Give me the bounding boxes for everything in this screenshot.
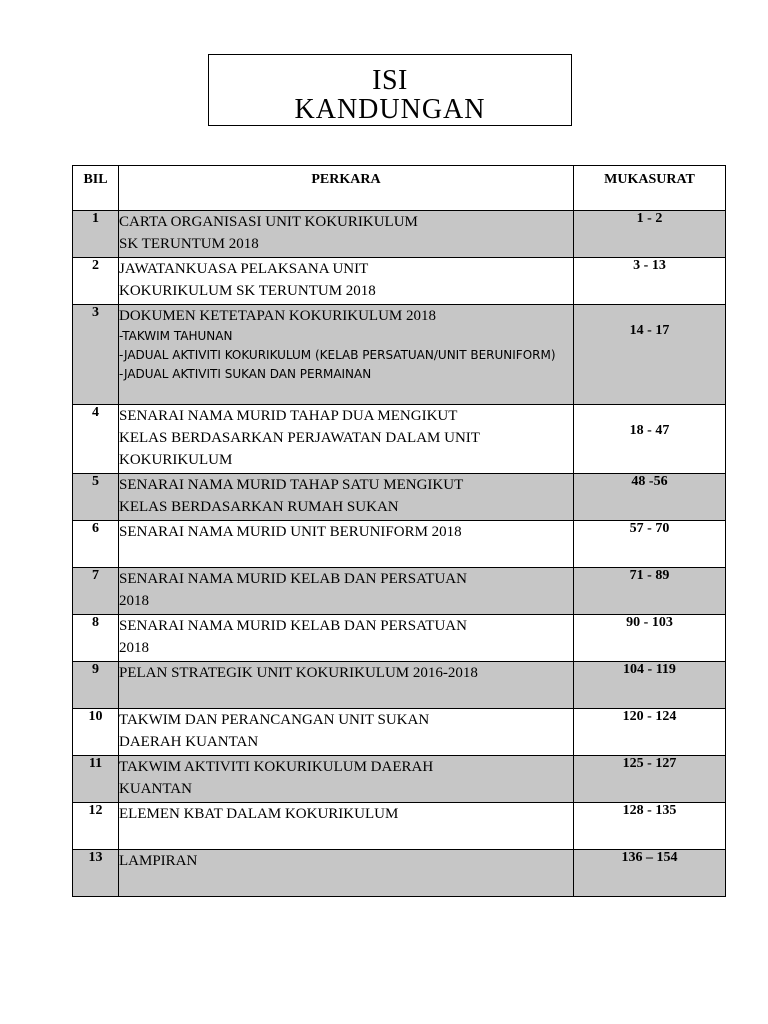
row-mukasurat: 14 - 17 bbox=[574, 305, 726, 405]
row-bil: 2 bbox=[73, 258, 119, 305]
row-bil: 1 bbox=[73, 211, 119, 258]
row-mukasurat: 125 - 127 bbox=[574, 756, 726, 803]
perkara-line: TAKWIM AKTIVITI KOKURIKULUM DAERAH bbox=[119, 759, 434, 775]
row-mukasurat: 1 - 2 bbox=[574, 211, 726, 258]
row-bil: 7 bbox=[73, 568, 119, 615]
row-perkara bbox=[119, 405, 574, 474]
perkara-line: KELAS BERDASARKAN RUMAH SUKAN bbox=[119, 499, 399, 515]
perkara-line: JAWATANKUASA PELAKSANA UNIT bbox=[119, 261, 369, 277]
table-header-row bbox=[73, 166, 726, 211]
table-row bbox=[73, 474, 726, 521]
table-row bbox=[73, 568, 726, 615]
row-mukasurat: 90 - 103 bbox=[574, 615, 726, 662]
row-perkara bbox=[119, 662, 574, 709]
table-row bbox=[73, 521, 726, 568]
row-perkara bbox=[119, 258, 574, 305]
perkara-line: KOKURIKULUM bbox=[119, 452, 233, 468]
table-row bbox=[73, 756, 726, 803]
row-bil: 10 bbox=[73, 709, 119, 756]
perkara-line: KUANTAN bbox=[119, 781, 192, 797]
table-row bbox=[73, 662, 726, 709]
row-perkara bbox=[119, 474, 574, 521]
table-row bbox=[73, 405, 726, 474]
row-perkara bbox=[119, 615, 574, 662]
table-row bbox=[73, 850, 726, 897]
table-row bbox=[73, 709, 726, 756]
row-perkara bbox=[119, 568, 574, 615]
contents-table bbox=[72, 165, 726, 897]
perkara-line: SENARAI NAMA MURID TAHAP DUA MENGIKUT bbox=[119, 408, 458, 424]
row-bil: 13 bbox=[73, 850, 119, 897]
perkara-line: SENARAI NAMA MURID KELAB DAN PERSATUAN bbox=[119, 571, 467, 587]
perkara-line: LAMPIRAN bbox=[119, 853, 198, 869]
perkara-line: DAERAH KUANTAN bbox=[119, 734, 259, 750]
row-perkara bbox=[119, 305, 574, 405]
row-mukasurat: 120 - 124 bbox=[574, 709, 726, 756]
perkara-line: ELEMEN KBAT DALAM KOKURIKULUM bbox=[119, 806, 399, 822]
row-mukasurat: 136 – 154 bbox=[574, 850, 726, 897]
perkara-line: KOKURIKULUM SK TERUNTUM 2018 bbox=[119, 283, 376, 299]
row-mukasurat: 71 - 89 bbox=[574, 568, 726, 615]
row-mukasurat: 3 - 13 bbox=[574, 258, 726, 305]
perkara-line: PELAN STRATEGIK UNIT KOKURIKULUM 2016-2018 bbox=[119, 665, 478, 681]
perkara-line: 2018 bbox=[119, 640, 149, 656]
row-perkara bbox=[119, 803, 574, 850]
row-bil: 4 bbox=[73, 405, 119, 474]
header-perkara: PERKARA bbox=[119, 166, 574, 211]
title-line-2: KANDUNGAN bbox=[294, 94, 486, 125]
perkara-line: CARTA ORGANISASI UNIT KOKURIKULUM bbox=[119, 214, 418, 230]
row-perkara bbox=[119, 521, 574, 568]
row-mukasurat: 104 - 119 bbox=[574, 662, 726, 709]
row-perkara bbox=[119, 756, 574, 803]
table-row bbox=[73, 615, 726, 662]
header-bil: BIL bbox=[73, 166, 119, 211]
perkara-line: TAKWIM DAN PERANCANGAN UNIT SUKAN bbox=[119, 712, 430, 728]
header-mukasurat: MUKASURAT bbox=[574, 166, 726, 211]
title-line-1: ISI bbox=[372, 65, 408, 96]
table-row bbox=[73, 258, 726, 305]
row-bil: 8 bbox=[73, 615, 119, 662]
row-mukasurat: 48 -56 bbox=[574, 474, 726, 521]
perkara-line: SENARAI NAMA MURID KELAB DAN PERSATUAN bbox=[119, 618, 467, 634]
perkara-line: SK TERUNTUM 2018 bbox=[119, 236, 259, 252]
row-bil: 9 bbox=[73, 662, 119, 709]
table-row bbox=[73, 305, 726, 405]
row-bil: 3 bbox=[73, 305, 119, 405]
row-mukasurat: 18 - 47 bbox=[574, 405, 726, 474]
table-row bbox=[73, 803, 726, 850]
title-box bbox=[208, 54, 572, 126]
table-row bbox=[73, 211, 726, 258]
row-bil: 5 bbox=[73, 474, 119, 521]
perkara-subline: -JADUAL AKTIVITI KOKURIKULUM (KELAB PERSATUAN/UNIT BERUNIFORM) bbox=[119, 348, 556, 362]
row-perkara bbox=[119, 709, 574, 756]
row-mukasurat: 128 - 135 bbox=[574, 803, 726, 850]
row-perkara bbox=[119, 850, 574, 897]
perkara-subline: -TAKWIM TAHUNAN bbox=[119, 329, 233, 343]
perkara-line: SENARAI NAMA MURID TAHAP SATU MENGIKUT bbox=[119, 477, 464, 493]
perkara-line: DOKUMEN KETETAPAN KOKURIKULUM 2018 bbox=[119, 308, 436, 324]
row-bil: 12 bbox=[73, 803, 119, 850]
perkara-line: 2018 bbox=[119, 593, 149, 609]
perkara-subline: -JADUAL AKTIVITI SUKAN DAN PERMAINAN bbox=[119, 367, 372, 381]
row-perkara bbox=[119, 211, 574, 258]
row-bil: 6 bbox=[73, 521, 119, 568]
perkara-line: KELAS BERDASARKAN PERJAWATAN DALAM UNIT bbox=[119, 430, 480, 446]
row-bil: 11 bbox=[73, 756, 119, 803]
row-mukasurat: 57 - 70 bbox=[574, 521, 726, 568]
perkara-line: SENARAI NAMA MURID UNIT BERUNIFORM 2018 bbox=[119, 524, 462, 540]
